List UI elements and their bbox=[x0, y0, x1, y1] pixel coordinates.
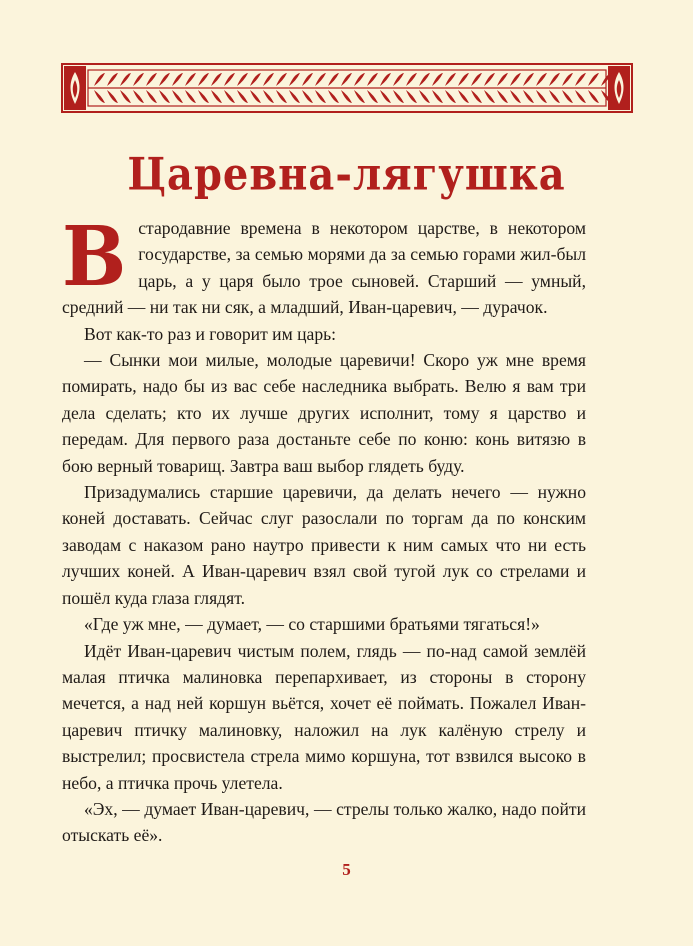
ornament-leaf bbox=[354, 73, 365, 86]
ornament-leaf bbox=[224, 90, 235, 103]
ornament-leaf bbox=[380, 90, 391, 103]
page-number: 5 bbox=[342, 860, 351, 879]
chapter-title: Царевна-лягушка bbox=[127, 148, 566, 201]
ornament-leaf bbox=[406, 73, 417, 86]
paragraph: Идёт Иван-царевич чистым полем, глядь — по-над самой землёй малая птичка малиновка перепархивает, из стороны в сторону мечется, а над ней коршун вьётся, хочет её поймать. Пожалел Иван-царевич птичку малиновку, наложил на лук калёную стрелу и выстрелил; просвистела стрела мимо коршуна, тот взвился высоко в небо, а птичка прочь улетела. bbox=[62, 640, 586, 793]
ornament-leaf bbox=[185, 73, 196, 86]
ornament-leaf bbox=[250, 73, 261, 86]
ornament-leaf bbox=[406, 90, 417, 103]
paragraph: — Сынки мои милые, молодые царевичи! Скоро уж мне время помирать, надо бы из вас себе наследника выбрать. Велю я вам три дела сделать; кто их лучше других исполнит, тому я царство и передам. Для первого раза достаньте себе по коню: конь витязю в бою верный товарищ. Завтра ваш выбор глядеть буду. bbox=[62, 350, 586, 476]
ornament-leaf bbox=[536, 90, 547, 103]
ornament-leaf bbox=[276, 90, 287, 103]
ornament-leaf bbox=[133, 73, 144, 86]
ornament-leaf bbox=[575, 90, 586, 103]
ornament-leaf bbox=[133, 90, 144, 103]
ornament-leaf bbox=[367, 90, 378, 103]
ornament-leaf bbox=[562, 73, 573, 86]
ornament-leaf bbox=[523, 90, 534, 103]
ornament-leaf bbox=[523, 73, 534, 86]
ornament-leaf bbox=[198, 90, 209, 103]
ornament-leaf bbox=[328, 73, 339, 86]
ornament-leaf bbox=[549, 73, 560, 86]
ornament-leaf bbox=[458, 73, 469, 86]
ornament-leaf bbox=[263, 90, 274, 103]
ornament-leaf bbox=[276, 73, 287, 86]
ornament-leaf bbox=[159, 73, 170, 86]
ornament-leaf bbox=[354, 90, 365, 103]
ornament-leaf bbox=[367, 73, 378, 86]
ornament-leaf bbox=[107, 73, 118, 86]
ornament-leaf bbox=[94, 90, 105, 103]
ornament-leaf bbox=[484, 73, 495, 86]
ornament-leaf bbox=[393, 73, 404, 86]
paragraph: «Где уж мне, — думает, — со старшими братьями тягаться!» bbox=[84, 614, 540, 635]
ornament-leaf bbox=[250, 90, 261, 103]
ornament-leaf bbox=[562, 90, 573, 103]
ornament-leaf bbox=[289, 73, 300, 86]
ornament-leaf bbox=[263, 73, 274, 86]
ornament-leaf bbox=[172, 73, 183, 86]
story-text bbox=[62, 208, 586, 849]
ornament-leaf bbox=[172, 90, 183, 103]
ornament-leaf bbox=[419, 90, 430, 103]
ornament-leaf bbox=[198, 73, 209, 86]
paragraph-text: стародавние времена в некотором царстве, в некотором государстве, за семью морями да за семью горами жил-был царь, а у царя было трое сыновей. Старший — умный, средний — ни так ни сяк, а младший, Иван-царевич, — дурачок. bbox=[62, 218, 586, 318]
paragraph: Призадумались старшие царевичи, да делать нечего — нужно коней доставать. Сейчас слуг разослали по торгам да по конским заводам с наказом рано наутро привести к ним самых что ни есть лучших коней. А Иван-царевич взял свой тугой лук со стрелами и пошёл куда глаза глядят. bbox=[62, 482, 586, 608]
ornament-leaf bbox=[185, 90, 196, 103]
ornament-leaf bbox=[432, 90, 443, 103]
ornament-leaf bbox=[445, 90, 456, 103]
ornament-leaf bbox=[510, 73, 521, 86]
ornament-leaf bbox=[237, 73, 248, 86]
paragraph: Вот как-то раз и говорит им царь: bbox=[84, 323, 337, 344]
ornament-leaf bbox=[588, 73, 599, 86]
drop-cap: В bbox=[62, 208, 127, 305]
ornament-leaf bbox=[536, 73, 547, 86]
ornament-leaf bbox=[471, 90, 482, 103]
ornament-leaf bbox=[224, 73, 235, 86]
ornament-leaf bbox=[302, 90, 313, 103]
header-ornament bbox=[60, 62, 634, 114]
ornament-leaf bbox=[159, 90, 170, 103]
ornament-leaf bbox=[484, 90, 495, 103]
ornament-leaf bbox=[211, 90, 222, 103]
ornament-leaf bbox=[458, 90, 469, 103]
ornament-leaf bbox=[341, 73, 352, 86]
ornament-leaf bbox=[120, 73, 131, 86]
ornament-leaf bbox=[380, 73, 391, 86]
ornament-leaf bbox=[471, 73, 482, 86]
ornament-leaf bbox=[497, 90, 508, 103]
ornament-leaf bbox=[328, 90, 339, 103]
ornament-leaf bbox=[146, 90, 157, 103]
ornament-leaf bbox=[94, 73, 105, 86]
ornament-leaf bbox=[211, 73, 222, 86]
ornament-leaf bbox=[393, 90, 404, 103]
ornament-leaf bbox=[575, 73, 586, 86]
ornament-leaf bbox=[107, 90, 118, 103]
ornament-leaf bbox=[120, 90, 131, 103]
ornament-leaf bbox=[419, 73, 430, 86]
ornament-leaf bbox=[588, 90, 599, 103]
ornament-leaf bbox=[315, 73, 326, 86]
ornament-leaf bbox=[315, 90, 326, 103]
ornament-leaf bbox=[302, 73, 313, 86]
ornament-leaf bbox=[341, 90, 352, 103]
ornament-leaf bbox=[549, 90, 560, 103]
ornament-leaf bbox=[510, 90, 521, 103]
ornament-leaf bbox=[432, 73, 443, 86]
paragraph: «Эх, — думает Иван-царевич, — стрелы только жалко, надо пойти отыскать её». bbox=[62, 798, 586, 846]
ornament-leaf bbox=[237, 90, 248, 103]
ornament-leaf bbox=[445, 73, 456, 86]
ornament-leaf bbox=[146, 73, 157, 86]
paragraph bbox=[62, 208, 586, 321]
ornament-leaf bbox=[289, 90, 300, 103]
ornament-leaf bbox=[497, 73, 508, 86]
